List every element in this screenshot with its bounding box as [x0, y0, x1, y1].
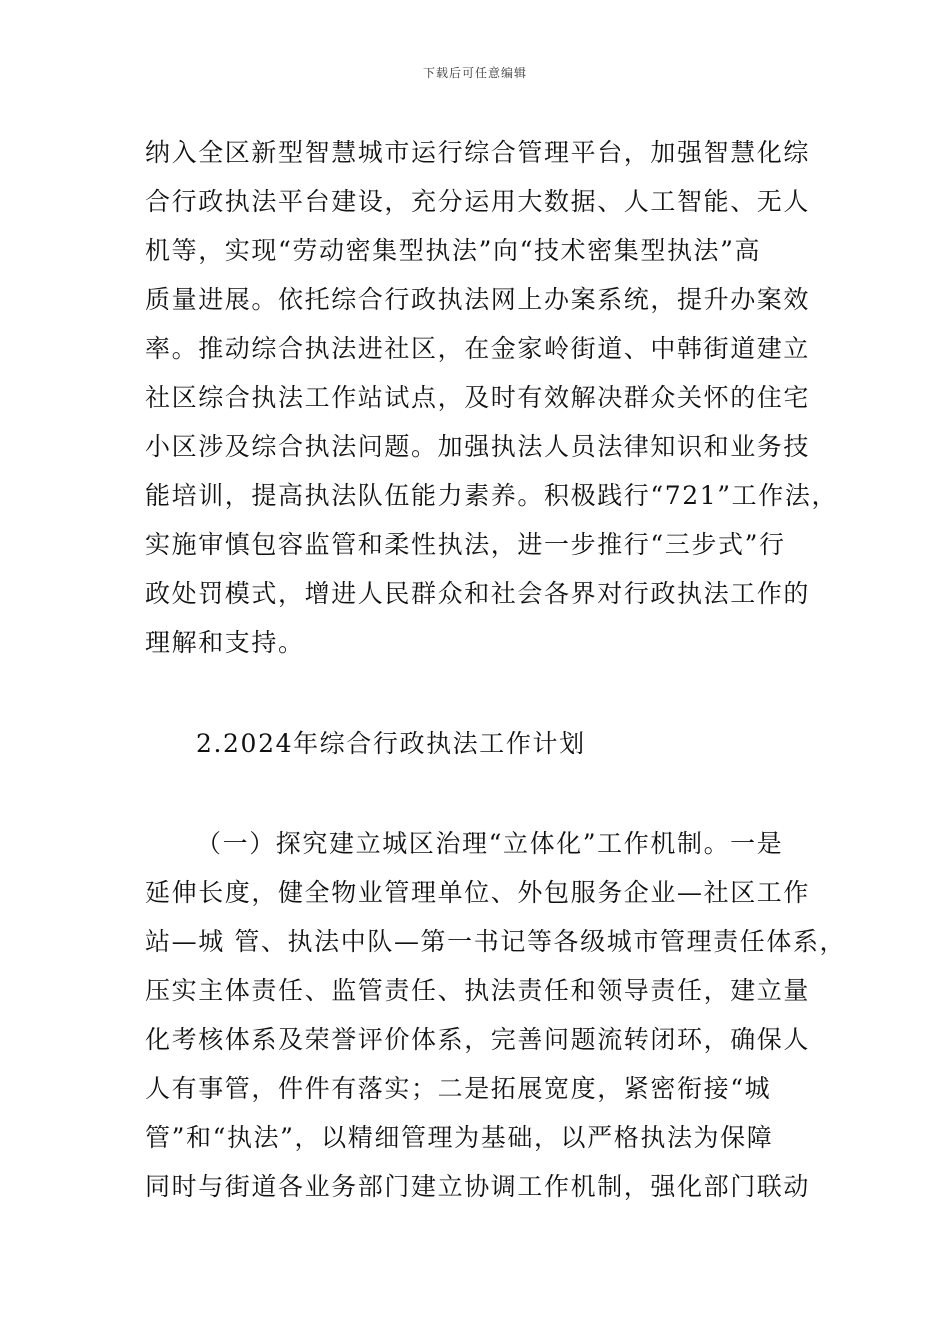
text-line: 实施审慎包容监管和柔性执法，进一步推行“三步式”行: [145, 530, 786, 559]
text-line: 合行政执法平台建设，充分运用大数据、人工智能、无人: [145, 187, 811, 216]
text-line: 同时与街道各业务部门建立协调工作机制，强化部门联动: [145, 1172, 811, 1201]
text-line: 小区涉及综合执法问题。加强执法人员法律知识和业务技: [145, 432, 811, 461]
text-line: 机等，实现“劳动密集型执法”向“技术密集型执法”高: [145, 236, 762, 265]
text-line: 压实主体责任、监管责任、执法责任和领导责任，建立量: [145, 976, 811, 1005]
text-line: 率。推动综合执法进社区，在金家岭街道、中韩街道建立: [145, 334, 811, 363]
text-line: 化考核体系及荣誉评价体系，完善问题流转闭环，确保人: [145, 1025, 811, 1054]
text-line: 理解和支持。: [145, 628, 305, 657]
page-header: 下载后可任意编辑: [422, 66, 527, 80]
text-line: 社区综合执法工作站试点，及时有效解决群众关怀的住宅: [145, 383, 811, 412]
text-line: 能培训，提高执法队伍能力素养。积极践行“721”工作法，: [145, 481, 839, 510]
section-heading: 2.2024年综合行政执法工作计划: [196, 729, 586, 758]
text-line: 质量进展。依托综合行政执法网上办案系统，提升办案效: [145, 285, 811, 314]
text-line: 政处罚模式，增进人民群众和社会各界对行政执法工作的: [145, 579, 811, 608]
text-line: 延伸长度，健全物业管理单位、外包服务企业—社区工作: [145, 878, 811, 907]
text-line: 纳入全区新型智慧城市运行综合管理平台，加强智慧化综: [145, 138, 811, 167]
text-line: 人有事管，件件有落实；二是拓展宽度，紧密衔接“城: [145, 1074, 772, 1103]
text-line: 管”和“执法”，以精细管理为基础，以严格执法为保障: [145, 1123, 774, 1152]
text-line: （一）探究建立城区治理“立体化”工作机制。一是: [196, 829, 784, 858]
text-line: 站—城 管、执法中队—第一书记等各级城市管理责任体系，: [145, 927, 847, 956]
